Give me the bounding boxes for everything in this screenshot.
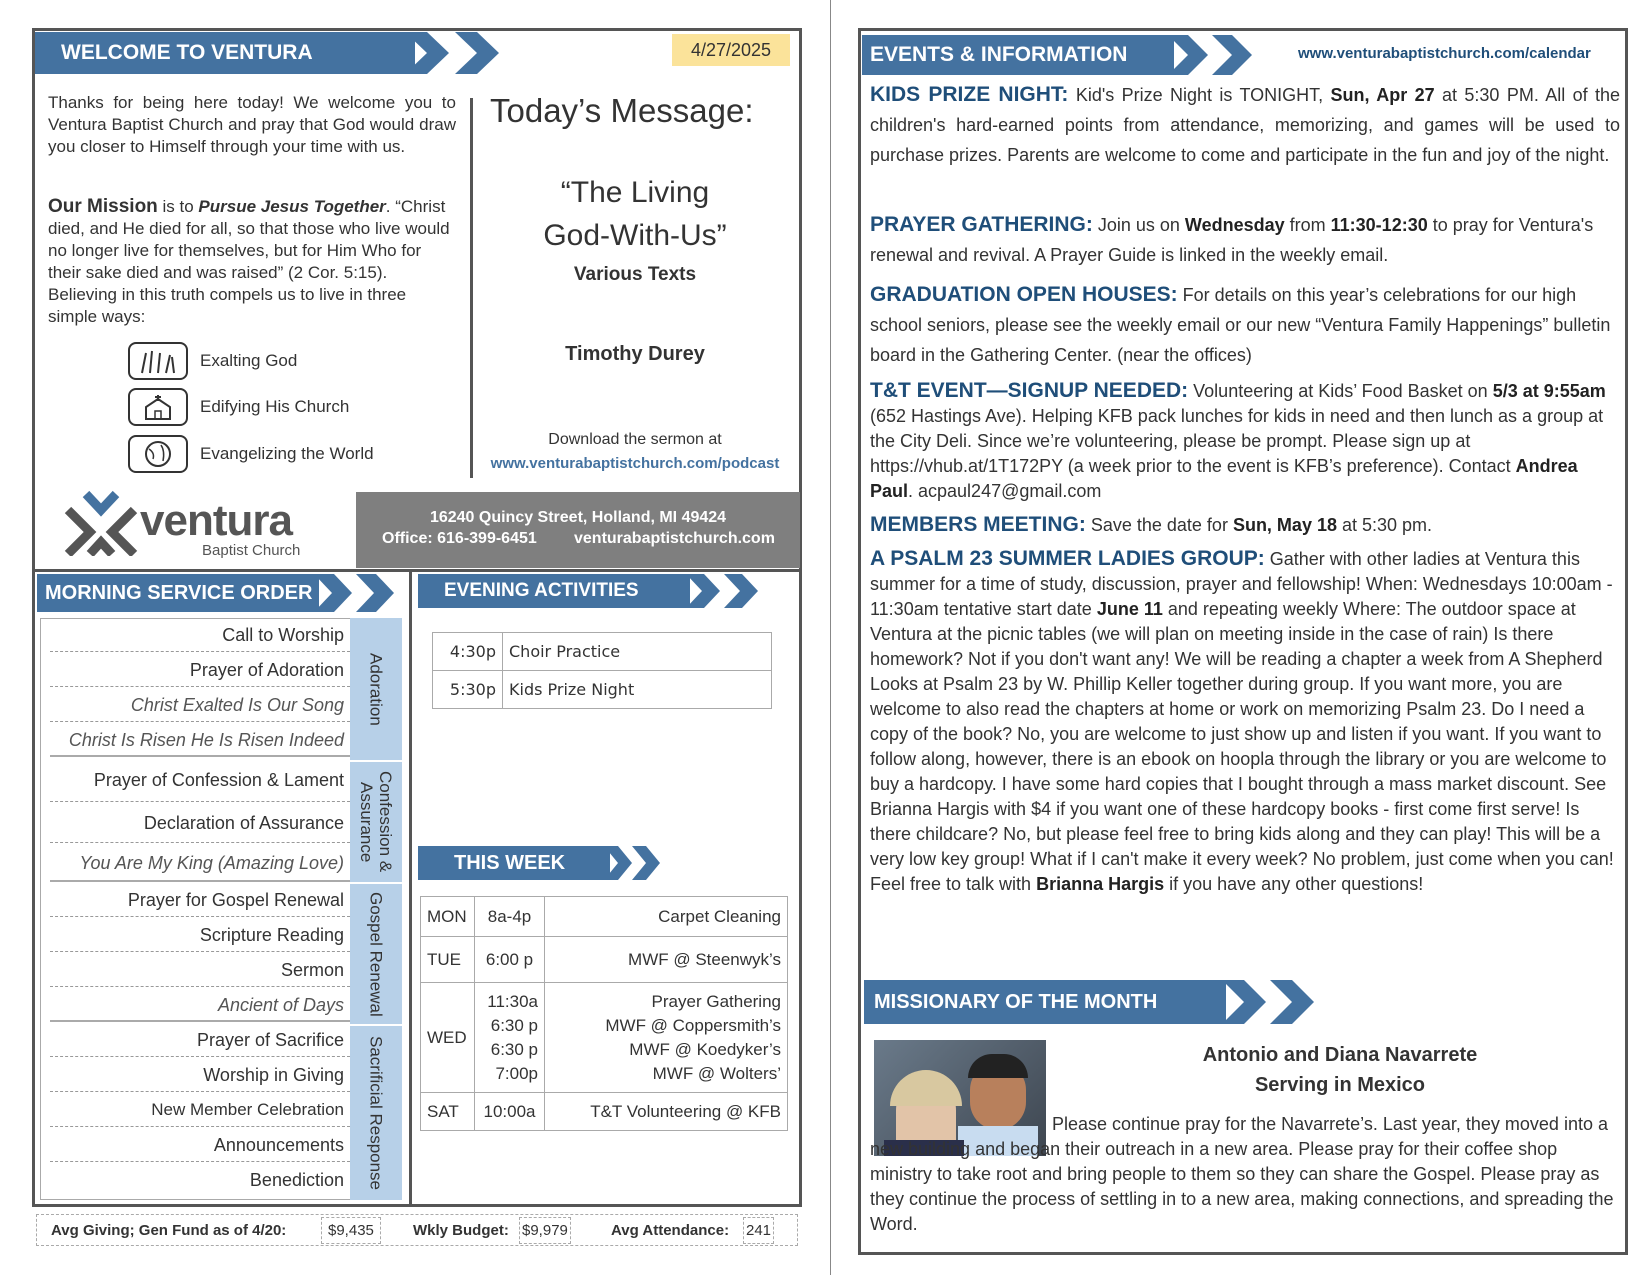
podcast-link[interactable]: www.venturabaptistchurch.com/podcast: [490, 455, 780, 472]
evening-banner: [418, 574, 690, 608]
chevron-arrows-icon: [1222, 980, 1332, 1024]
table-row: WED 11:30a 6:30 p 6:30 p 7:00p Prayer Gathering MWF @ Coppersmith’s MWF @ Koedyker’s MWF @ Wolters’: [421, 983, 788, 1093]
church-office: Office: 616-399-6451: [382, 530, 537, 547]
service-item: Scripture Reading: [50, 918, 350, 952]
mission-paragraph: [48, 196, 456, 328]
service-song: You Are My King (Amazing Love): [50, 844, 350, 882]
events-title: EVENTS & INFORMATION: [870, 43, 1128, 66]
service-title: MORNING SERVICE ORDER: [45, 582, 313, 604]
service-item: New Member Celebration: [50, 1093, 350, 1127]
service-item: Prayer of Adoration: [50, 653, 350, 687]
service-banner: [37, 574, 319, 612]
welcome-title: WELCOME TO VENTURA: [61, 41, 313, 64]
giving-label: Avg Giving; Gen Fund as of 4/20:: [51, 1222, 287, 1239]
event-kids: KIDS PRIZE NIGHT: Kid's Prize Night is TONIGHT, Sun, Apr 27 at 5:30 PM. All of the children's hard-earned points from attendance, memorizing, and games will be used to purchase prizes. Parents are welcome to come and participate in the fun and joy of the night.: [870, 83, 1620, 165]
service-item: Sermon: [50, 953, 350, 987]
logo-name: ventura: [140, 496, 292, 545]
table-row: TUE 6:00 p MWF @ Steenwyk’s: [421, 937, 788, 983]
church-website[interactable]: venturabaptistchurch.com: [574, 530, 775, 547]
service-item: Announcements: [50, 1128, 350, 1162]
table-row: 4:30p Choir Practice: [433, 633, 772, 671]
chevron-arrows-icon: [314, 574, 406, 612]
download-label: Download the sermon at: [548, 431, 722, 448]
table-row: 5:30p Kids Prize Night: [433, 671, 772, 709]
way-label: Exalting God: [200, 351, 298, 370]
events-banner: [862, 35, 1174, 75]
mission-is: is to: [157, 197, 199, 216]
missionary-names: Antonio and Diana Navarrete: [1202, 1044, 1478, 1066]
page-gutter: [830, 0, 831, 1275]
chevron-arrows-icon: [604, 846, 664, 880]
event-prayer: PRAYER GATHERING: Join us on Wednesday from 11:30-12:30 to pray for Ventura's renewal and revival. A Prayer Guide is linked in the weekly email.: [870, 213, 1594, 265]
service-items: [42, 618, 350, 1200]
service-item: Prayer for Gospel Renewal: [50, 883, 350, 917]
event-members: MEMBERS MEETING: Save the date for Sun, May 18 at 5:30 pm.: [870, 513, 1433, 536]
service-song: Christ Exalted Is Our Song: [50, 688, 350, 722]
service-item: Benediction: [249, 1170, 344, 1190]
service-item: Prayer of Sacrifice: [50, 1023, 350, 1057]
section-adoration: Adoration: [350, 618, 402, 760]
evening-title: EVENING ACTIVITIES: [444, 580, 639, 601]
service-song: Ancient of Days: [50, 988, 350, 1022]
way-exalting: [128, 342, 297, 380]
welcome-intro: Thanks for being here today! We welcome you to Ventura Baptist Church and pray that God would draw you closer to Himself through your time with us.: [48, 93, 456, 156]
missionary-banner: [864, 980, 1226, 1024]
table-row: MON 8a-4p Carpet Cleaning: [421, 897, 788, 937]
way-label: Evangelizing the World: [200, 444, 374, 463]
section-sacrificial: Sacrificial Response: [350, 1026, 402, 1200]
missionary-body: Please continue pray for the Navarrete’s. Last year, they moved into a new building and began their outreach in a new area. Please pray for their coffee shop ministry to take root and bring people to them so they can share the Gospel. Please pray as they continue the process of settling in to a new area, making connections, and spreading the Word.: [870, 1114, 1614, 1234]
evening-table: [432, 632, 772, 709]
message-heading: Today’s Message:: [490, 92, 754, 129]
week-title: THIS WEEK: [454, 852, 566, 874]
mission-statement: Pursue Jesus Together: [198, 197, 386, 216]
mission-body: . “Christ died, and He died for all, so that those who live would no longer live for themselves, but for Him Who for their sake died and was raised” (2 Cor. 5:15). Believing in this truth compels us to live in three simple ways:: [48, 197, 450, 326]
event-tt: T&T EVENT—SIGNUP NEEDED: Volunteering at Kids’ Food Basket on 5/3 at 9:55am (652 Hastings Ave). Helping KFB pack lunches for kids in need and then lunch as a group at the City Deli. Since we’re volunteering, please be prompt. Please sign up at https://vhub.at/1T172PY (a week prior to the event is KFB’s preference). Contact Andrea Paul. acpaul247@gmail.com: [870, 379, 1606, 501]
service-item: Call to Worship: [50, 618, 350, 652]
budget-label: Wkly Budget:: [413, 1222, 509, 1239]
way-label: Edifying His Church: [200, 397, 350, 416]
church-address: 16240 Quincy Street, Holland, MI 49424: [429, 509, 727, 526]
address-box: [356, 492, 800, 568]
message-texts: Various Texts: [573, 264, 697, 285]
event-grad: GRADUATION OPEN HOUSES: For details on this year’s celebrations for our high school seniors, please see the weekly email or our new “Ventura Family Happenings” bulletin board in the Gathering Center. (near the offices): [870, 283, 1611, 365]
panel-divider: [409, 572, 412, 1207]
date-badge: 4/27/2025: [672, 34, 790, 66]
vertical-separator: [470, 98, 473, 478]
week-banner: [418, 846, 610, 880]
table-row: SAT 10:00a T&T Volunteering @ KFB: [421, 1093, 788, 1131]
chevron-arrows-icon: [686, 574, 776, 608]
way-evangelizing: [128, 435, 374, 473]
mission-label: Our Mission: [48, 196, 158, 217]
chevron-arrows-icon: [405, 32, 525, 74]
missionary-location: Serving in Mexico: [1254, 1074, 1426, 1096]
chevron-arrows-icon: [1168, 35, 1268, 75]
globe-icon: [128, 435, 188, 473]
event-psalm: A PSALM 23 SUMMER LADIES GROUP: Gather with other ladies at Ventura this summer for a time of study, discussion, prayer and fellowship! When: Wednesdays 10:00am - 11:30am tentative start date June 11 and repeating weekly Where: The outdoor space at Ventura at the picnic tables (we will plan on meeting inside in the case of rain) Is there homework? Not if you don't want any! We will be reading a chapter a week from A Shepherd Looks at Psalm 23 by W. Phillip Keller together during group. If you want more, you are welcome to also read the chapters at home or work on memorizing Psalm 23. Do I need a copy of the book? No, you are welcome to just show up and listen if you want. If you want to follow along, however, there is an ebook on hoopla through the library or you are welcome to buy a hardcopy. I have some hard copies that I bought through a mass market discount. See Brianna Hargis with $4 if you want one of these hardcopy books - first come first serve! Is there childcare? No, but please feel free to bring kids along and they can play! This will be a very low key group! What if I can't make it every week? No problem, just come when you can! Feel free to talk with Brianna Hargis if you have any other questions!: [870, 547, 1614, 894]
message-title-1: “The Living: [560, 176, 710, 209]
message-speaker: Timothy Durey: [565, 343, 705, 365]
worship-hands-icon: [128, 342, 188, 380]
way-edifying: [128, 388, 349, 426]
stats-bar: [36, 1214, 798, 1246]
ventura-logo-icon: [64, 490, 138, 556]
logo-subtitle: Baptist Church: [202, 542, 301, 559]
section-confession: Confession & Assurance: [350, 762, 402, 882]
welcome-banner: [35, 32, 415, 74]
church-icon: [128, 388, 188, 426]
service-item: Prayer of Confession & Lament: [50, 758, 350, 802]
calendar-link[interactable]: www.venturabaptistchurch.com/calendar: [1298, 45, 1591, 62]
message-title-2: God-With-Us”: [543, 219, 727, 252]
missionary-title: MISSIONARY OF THE MONTH: [874, 991, 1158, 1013]
service-song: Christ Is Risen He Is Risen Indeed: [50, 723, 350, 757]
attendance-value: 241: [743, 1217, 774, 1244]
budget-value: $9,979: [519, 1217, 571, 1244]
week-table: [420, 896, 788, 1131]
attendance-label: Avg Attendance:: [611, 1222, 730, 1239]
service-item: Declaration of Assurance: [50, 803, 350, 843]
service-item: Worship in Giving: [50, 1058, 350, 1092]
section-gospel: Gospel Renewal: [350, 884, 402, 1024]
giving-value: $9,435: [321, 1217, 381, 1244]
